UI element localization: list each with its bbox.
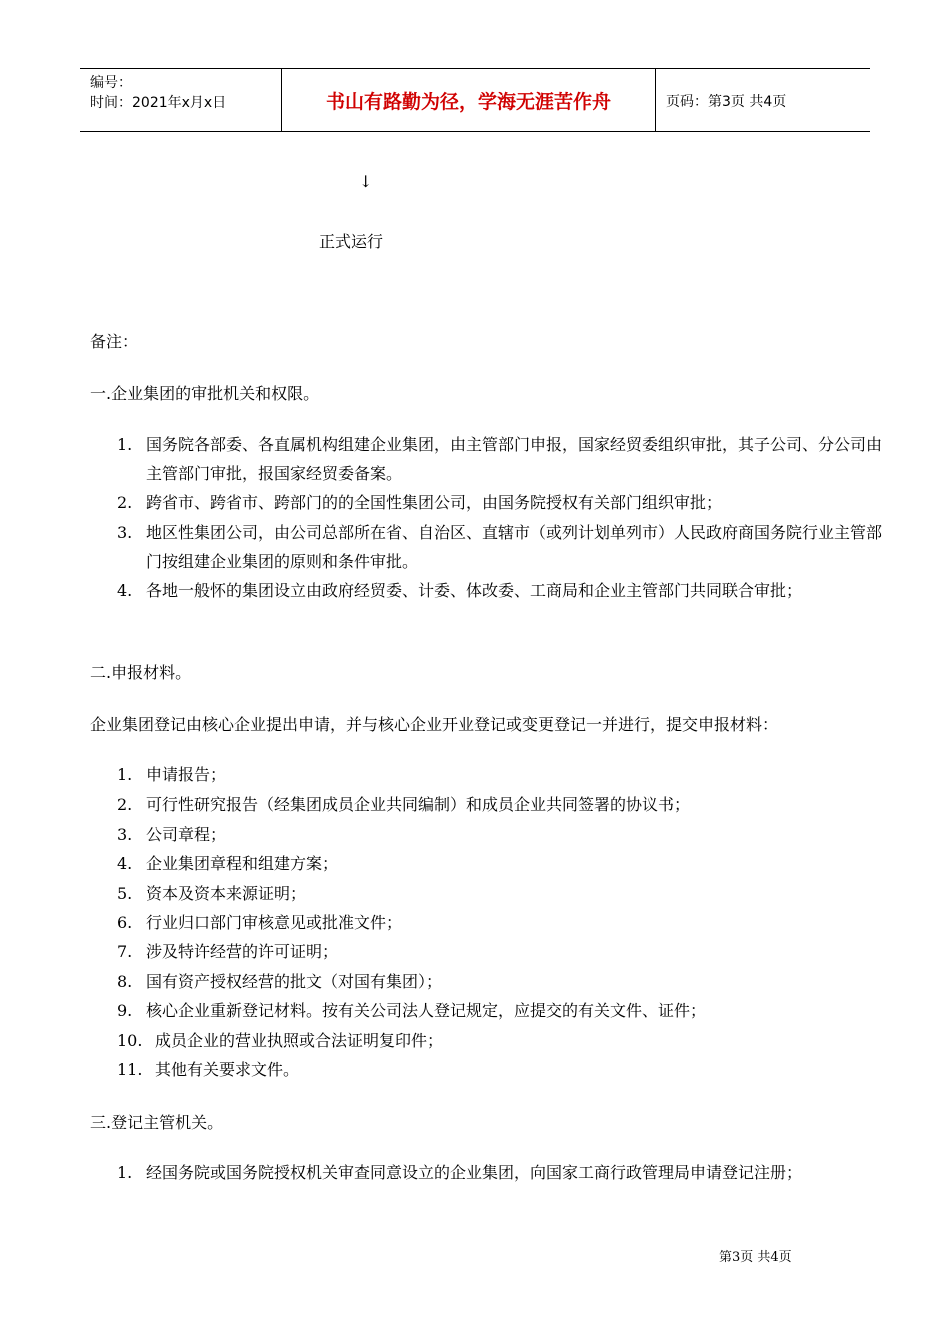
list-item-number: 7. bbox=[117, 942, 133, 961]
section-1-title: 一.企业集团的审批机关和权限。 bbox=[90, 384, 320, 403]
list-item-text: 行业归口部门审核意见或批准文件； bbox=[146, 913, 403, 932]
list-item bbox=[117, 996, 892, 1025]
list-item-text: 地区性集团公司，由公司总部所在省、自治区、直辖市（或列计划单列市）人民政府商国务院行业主管部门按组建企业集团的原则和条件审批。 bbox=[146, 523, 883, 571]
list-item-number: 9. bbox=[117, 1001, 133, 1020]
list-item-number: 4. bbox=[117, 854, 133, 873]
list-item-text: 申请报告； bbox=[146, 765, 227, 784]
header-motto: 书山有路勤为径，学海无涯苦作舟 bbox=[325, 90, 611, 113]
list-item-number: 1. bbox=[117, 435, 133, 454]
list-item bbox=[117, 1158, 892, 1187]
page-header bbox=[80, 68, 870, 132]
header-page-number: 页码：第3页 共4页 bbox=[666, 94, 787, 110]
list-item-number: 8. bbox=[117, 972, 133, 991]
list-item bbox=[117, 1026, 892, 1055]
list-item-number: 1. bbox=[117, 765, 133, 784]
list-item-text: 国有资产授权经营的批文（对国有集团）； bbox=[146, 972, 443, 991]
list-item bbox=[117, 820, 892, 849]
list-item bbox=[117, 760, 892, 789]
list-item bbox=[117, 790, 892, 819]
list-item-number: 5. bbox=[117, 884, 133, 903]
list-item-text: 成员企业的营业执照或合法证明复印件； bbox=[155, 1031, 444, 1050]
list-item-text: 经国务院或国务院授权机关审查同意设立的企业集团，向国家工商行政管理局申请登记注册； bbox=[146, 1163, 803, 1182]
list-item-text: 企业集团章程和组建方案； bbox=[146, 854, 339, 873]
header-meta bbox=[90, 73, 226, 113]
section-3-title: 三.登记主管机关。 bbox=[90, 1113, 224, 1132]
flow-final-step: 正式运行 bbox=[319, 232, 384, 251]
list-item-text: 可行性研究报告（经集团成员企业共同编制）和成员企业共同签署的协议书； bbox=[146, 795, 691, 814]
list-item bbox=[117, 518, 892, 576]
list-item bbox=[117, 1055, 892, 1084]
list-item-number: 6. bbox=[117, 913, 133, 932]
flow-arrow-icon: ↓ bbox=[359, 172, 373, 191]
list-item-text: 各地一般怀的集团设立由政府经贸委、计委、体改委、工商局和企业主管部门共同联合审批； bbox=[146, 581, 803, 600]
list-item-number: 1. bbox=[117, 1163, 133, 1182]
list-item-number: 11. bbox=[117, 1060, 143, 1079]
list-item-number: 3. bbox=[117, 523, 133, 542]
document-number-label: 编号： bbox=[90, 75, 132, 91]
footer-page-number: 第3页 共4页 bbox=[719, 1250, 792, 1265]
list-item-number: 2. bbox=[117, 795, 133, 814]
section-2-title: 二.申报材料。 bbox=[90, 663, 192, 682]
list-item-text: 跨省市、跨省市、跨部门的的全国性集团公司，由国务院授权有关部门组织审批； bbox=[146, 493, 723, 512]
list-item bbox=[117, 576, 892, 605]
notes-label: 备注： bbox=[90, 332, 139, 351]
list-item-text: 核心企业重新登记材料。按有关公司法人登记规定，应提交的有关文件、证件； bbox=[146, 1001, 707, 1020]
list-item-number: 4. bbox=[117, 581, 133, 600]
header-divider bbox=[655, 69, 656, 131]
document-date: 时间：2021年x月x日 bbox=[90, 95, 227, 111]
list-item-text: 公司章程； bbox=[146, 825, 227, 844]
list-item-text: 其他有关要求文件。 bbox=[155, 1060, 300, 1079]
list-item-number: 10. bbox=[117, 1031, 143, 1050]
list-item-text: 资本及资本来源证明； bbox=[146, 884, 307, 903]
list-item-number: 2. bbox=[117, 493, 133, 512]
list-item bbox=[117, 967, 892, 996]
list-item-text: 国务院各部委、各直属机构组建企业集团，由主管部门申报，国家经贸委组织审批，其子公司、分公司由主管部门审批，报国家经贸委备案。 bbox=[146, 435, 883, 483]
list-item bbox=[117, 488, 892, 517]
list-item bbox=[117, 908, 892, 937]
list-item-number: 3. bbox=[117, 825, 133, 844]
list-item-text: 涉及特许经营的许可证明； bbox=[146, 942, 339, 961]
list-item bbox=[117, 937, 892, 966]
list-item bbox=[117, 879, 892, 908]
list-item bbox=[117, 849, 892, 878]
section-2-intro: 企业集团登记由核心企业提出申请，并与核心企业开业登记或变更登记一并进行，提交申报材料： bbox=[90, 715, 779, 734]
list-item bbox=[117, 430, 892, 488]
